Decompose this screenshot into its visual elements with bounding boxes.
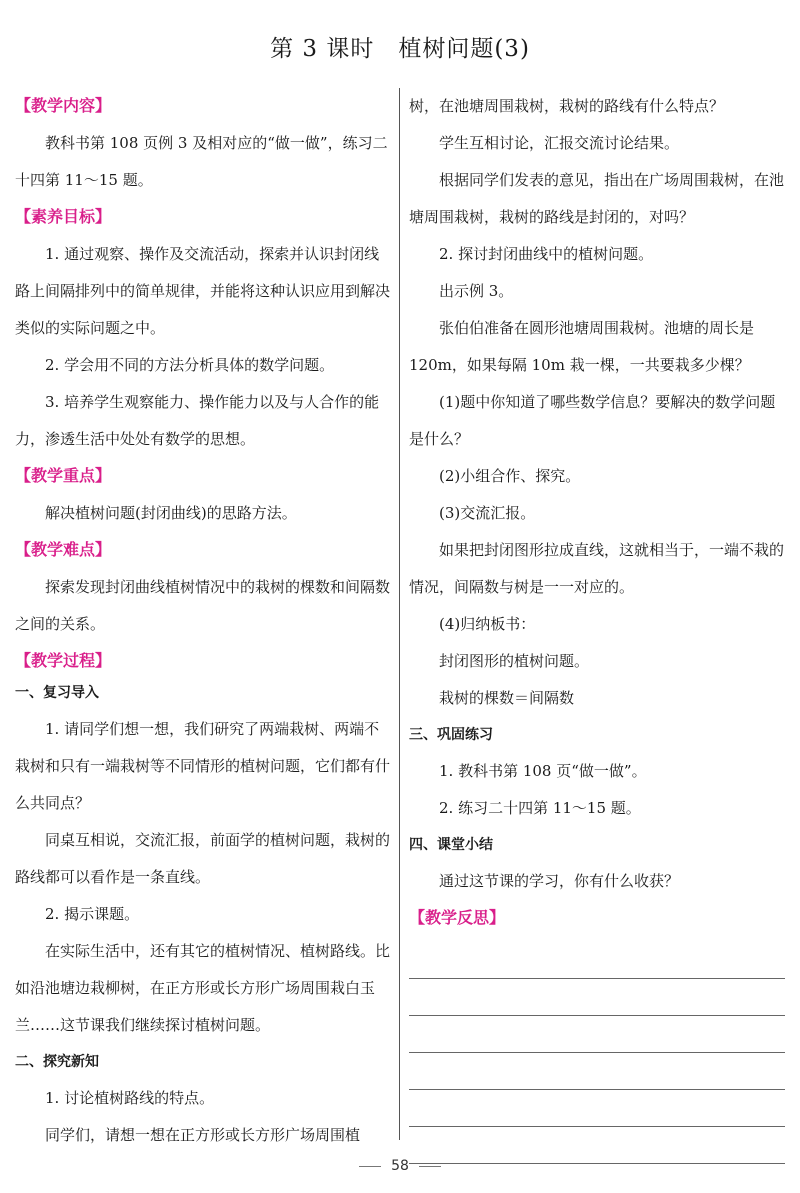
review-paragraph-2: 同桌互相说，交流汇报，前面学的植树问题，栽树的路线都可以看作是一条直线。 [15,831,391,886]
writing-line [409,1053,785,1090]
footer-dash-left [359,1166,381,1167]
writing-line [409,942,785,979]
example-problem: 张伯伯准备在圆形池塘周围栽树。池塘的周长是 120m，如果每隔 10m 栽一棵，一共要栽多少棵？ [409,319,755,374]
goal-1: 1. 通过观察、操作及交流活动，探索并认识封闭线路上间隔排列中的简单规律，并能将这种认识应用到解决类似的实际问题之中。 [15,245,391,337]
heading-teaching-content: 【教学内容】 [15,96,112,115]
section-summary: 四、课堂小结 [409,837,493,853]
explanation: 如果把封闭图形拉成直线，这就相当于，一端不栽的情况，间隔数与树是一一对应的。 [409,541,785,596]
right-column [409,88,785,1164]
goal-2: 2. 学会用不同的方法分析具体的数学问题。 [45,356,335,374]
explore-paragraph-1: 1. 讨论植树路线的特点。 [45,1089,215,1107]
practice-1: 1. 教科书第 108 页“做一做”。 [439,762,647,780]
heading-difficulties: 【教学难点】 [15,540,112,559]
right-paragraph-4: 出示例 3。 [439,282,514,300]
page-number: 58 [391,1158,409,1174]
review-paragraph-4: 在实际生活中，还有其它的植树情况、植树路线。比如沿池塘边栽柳树，在正方形或长方形广场周围栽白玉兰……这节课我们继续探讨植树问题。 [15,942,391,1034]
heading-key-points: 【教学重点】 [15,466,112,485]
summary-text: 通过这节课的学习，你有什么收获？ [439,872,680,890]
footer-dash-right [419,1166,441,1167]
lesson-title: 第 3 课时 植树问题(3) [270,36,530,62]
section-practice: 三、巩固练习 [409,727,493,743]
heading-reflection: 【教学反思】 [409,908,506,927]
practice-2: 2. 练习二十四第 11～15 题。 [439,799,641,817]
page-footer [0,1158,800,1174]
right-paragraph-3: 2. 探讨封闭曲线中的植树问题。 [439,245,654,263]
key-points-text: 解决植树问题(封闭曲线)的思路方法。 [45,504,297,522]
section-explore: 二、探究新知 [15,1054,99,1070]
left-column [15,88,393,1154]
question-3: (3)交流汇报。 [439,504,536,522]
review-paragraph-1: 1. 请同学们想一想，我们研究了两端栽树、两端不栽树和只有一端栽树等不同情形的植树问题，它们都有什么共同点？ [15,720,391,812]
heading-goals: 【素养目标】 [15,207,112,226]
right-paragraph-2: 根据同学们发表的意见，指出在广场周围栽树，在池塘周围栽树，栽树的路线是封闭的，对吗？ [409,171,785,226]
reflection-writing-lines [409,942,785,1164]
writing-line [409,1090,785,1127]
review-paragraph-3: 2. 揭示课题。 [45,905,140,923]
writing-line [409,979,785,1016]
writing-line [409,1016,785,1053]
board-line-1: 封闭图形的植树问题。 [439,652,590,670]
teaching-content-text: 教科书第 108 页例 3 及相对应的“做一做”，练习二十四第 11～15 题。 [15,134,388,189]
section-review: 一、复习导入 [15,685,99,701]
question-2: (2)小组合作、探究。 [439,467,581,485]
right-paragraph-1: 学生互相讨论，汇报交流讨论结果。 [439,134,680,152]
difficulties-text: 探索发现封闭曲线植树情况中的栽树的棵数和间隔数之间的关系。 [15,578,391,633]
question-4: (4)归纳板书： [439,615,536,633]
column-divider [399,88,400,1140]
board-line-2: 栽树的棵数＝间隔数 [439,689,575,707]
question-1: (1)题中你知道了哪些数学信息？要解决的数学问题是什么？ [409,393,776,448]
goal-3: 3. 培养学生观察能力、操作能力以及与人合作的能力，渗透生活中处处有数学的思想。 [15,393,380,448]
explore-paragraph-2: 同学们，请想一想在正方形或长方形广场周围植 [45,1126,361,1144]
continued-paragraph: 树，在池塘周围栽树，栽树的路线有什么特点？ [409,97,725,115]
heading-process: 【教学过程】 [15,651,112,670]
